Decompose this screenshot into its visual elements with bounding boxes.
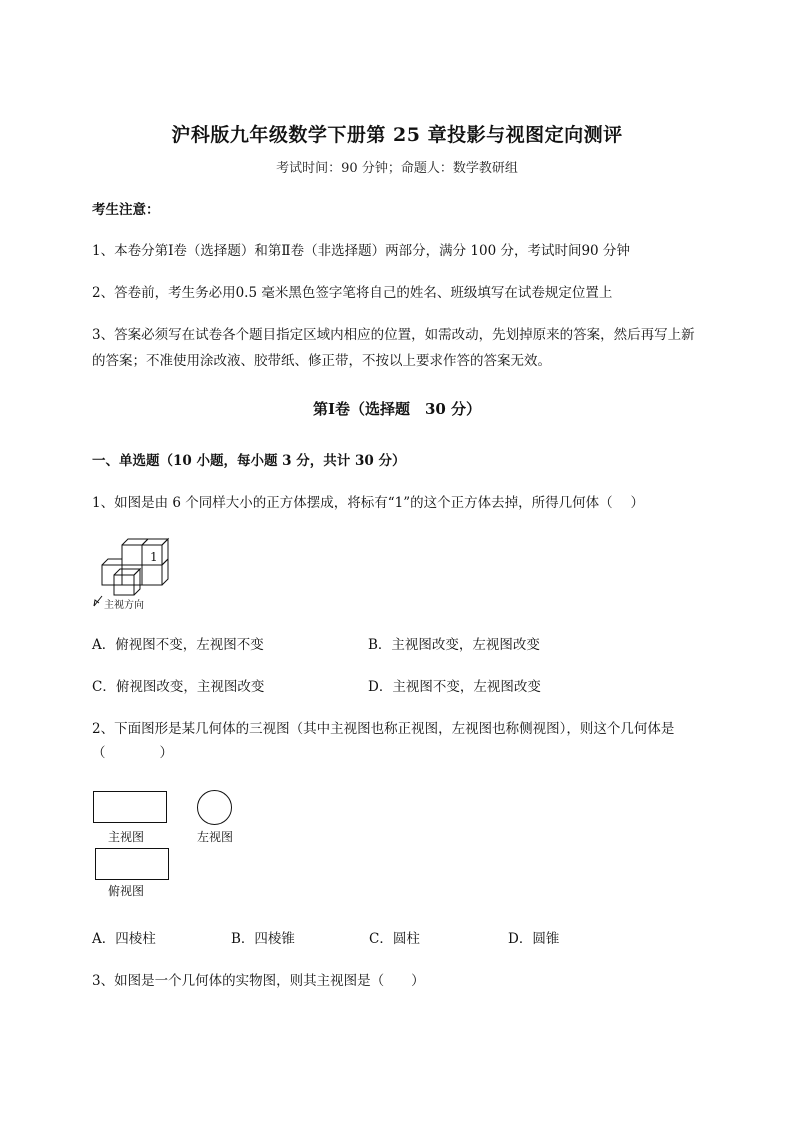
question-2-text-continued: （ ） (92, 745, 173, 761)
question-1-option-c: C．俯视图改变，主视图改变 (92, 679, 265, 695)
question-2-text: 2、下面图形是某几何体的三视图（其中主视图也称正视图，左视图也称侧视图），则这个几何体是 (92, 721, 675, 737)
question-1-option-d: D．主视图不变，左视图改变 (368, 679, 541, 695)
left-view-circle (197, 790, 232, 825)
view-direction-caption: 主视方向 (104, 600, 144, 611)
question-1-option-b: B．主视图改变，左视图改变 (368, 637, 540, 653)
question-2-option-b: B．四棱锥 (231, 931, 295, 947)
notice-item-1: 1、本卷分第Ⅰ卷（选择题）和第Ⅱ卷（非选择题）两部分，满分 100 分，考试时间90 分钟 (92, 243, 630, 259)
cube-label-1: 1 (150, 550, 158, 564)
front-view-rectangle (93, 791, 167, 823)
question-1-option-a: A．俯视图不变，左视图不变 (92, 637, 264, 653)
question-1-text: 1、如图是由 6 个同样大小的正方体摆成，将标有“1”的这个正方体去掉，所得几何体（ ） (92, 495, 644, 511)
page-title: 沪科版九年级数学下册第 25 章投影与视图定向测评 (171, 124, 623, 146)
question-3-text: 3、如图是一个几何体的实物图，则其主视图是（ ） (92, 973, 425, 989)
notice-item-3-continued: 的答案；不准使用涂改液、胶带纸、修正带，不按以上要求作答的答案无效。 (92, 353, 551, 369)
exam-info: 考试时间：90 分钟；命题人：数学教研组 (276, 161, 518, 176)
top-view-rectangle (95, 848, 169, 880)
question-1-cube-figure (90, 532, 190, 614)
notice-item-2: 2、答卷前，考生务必用0.5 毫米黑色签字笔将自己的姓名、班级填写在试卷规定位置上 (92, 285, 613, 301)
section-title: 第Ⅰ卷（选择题 30 分） (312, 400, 482, 418)
left-view-caption: 左视图 (197, 830, 234, 844)
question-2-option-d: D．圆锥 (508, 931, 560, 947)
part-title: 一、单选题（10 小题，每小题 3 分，共计 30 分） (92, 453, 406, 469)
question-2-option-c: C．圆柱 (369, 931, 420, 947)
front-view-caption: 主视图 (108, 830, 145, 844)
top-view-caption: 俯视图 (108, 884, 145, 898)
notice-heading: 考生注意： (92, 202, 160, 218)
notice-item-3: 3、答案必须写在试卷各个题目指定区域内相应的位置，如需改动，先划掉原来的答案，然后再写上新 (92, 327, 695, 343)
question-2-option-a: A．四棱柱 (92, 931, 156, 947)
